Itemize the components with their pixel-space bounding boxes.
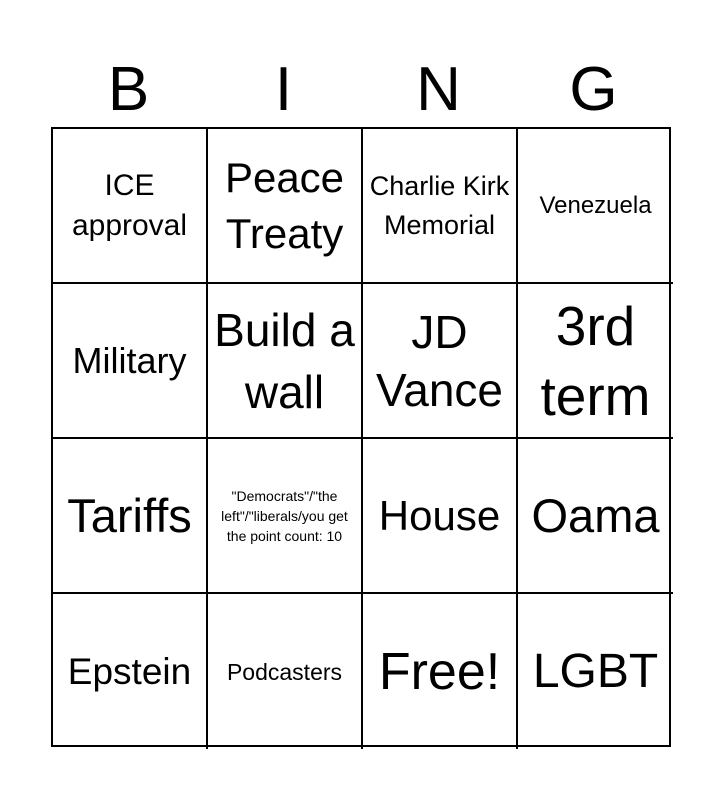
bingo-cell-g4[interactable]: [518, 594, 673, 749]
cell-text: JD Vance: [375, 305, 504, 416]
header-letter-b: B: [107, 55, 150, 124]
cell-text: Podcasters: [226, 658, 343, 685]
cell-text: "Democrats"/"the left"/"liberals/you get the point count: 10: [221, 487, 348, 544]
bingo-cell-n3[interactable]: [363, 439, 518, 594]
bingo-cell-i1[interactable]: [208, 129, 363, 284]
cell-text: LGBT: [532, 644, 659, 698]
bingo-cell-g1[interactable]: [518, 129, 673, 284]
cell-text: Charlie Kirk Memorial: [369, 170, 510, 240]
bingo-cell-g3[interactable]: [518, 439, 673, 594]
cell-text: Peace Treaty: [224, 153, 345, 257]
bingo-header: [51, 52, 671, 128]
cell-text: ICE approval: [71, 168, 188, 242]
header-letter-g: G: [569, 55, 618, 124]
bingo-cell-g2[interactable]: [518, 284, 673, 439]
header-letter-n: N: [416, 55, 461, 124]
bingo-cell-n4-free[interactable]: [363, 594, 518, 749]
cell-text: Venezuela: [539, 191, 652, 219]
bingo-cell-i2[interactable]: [208, 284, 363, 439]
bingo-cell-b3[interactable]: [53, 439, 208, 594]
header-letter-i: I: [274, 55, 293, 124]
bingo-grid: [51, 127, 671, 747]
cell-text: Military: [72, 339, 187, 381]
cell-text: Oama: [531, 488, 660, 542]
bingo-cell-i4[interactable]: [208, 594, 363, 749]
bingo-cell-n1[interactable]: [363, 129, 518, 284]
bingo-cell-b4[interactable]: [53, 594, 208, 749]
bingo-cell-b1[interactable]: [53, 129, 208, 284]
bingo-cell-b2[interactable]: [53, 284, 208, 439]
bingo-cell-i3[interactable]: [208, 439, 363, 594]
cell-text: Epstein: [67, 650, 192, 692]
cell-text: House: [378, 491, 501, 539]
cell-text: 3rd term: [540, 294, 651, 427]
cell-text: Build a wall: [214, 303, 355, 418]
bingo-cell-n2[interactable]: [363, 284, 518, 439]
cell-text: Tariffs: [67, 488, 192, 542]
cell-text: Free!: [378, 642, 501, 701]
